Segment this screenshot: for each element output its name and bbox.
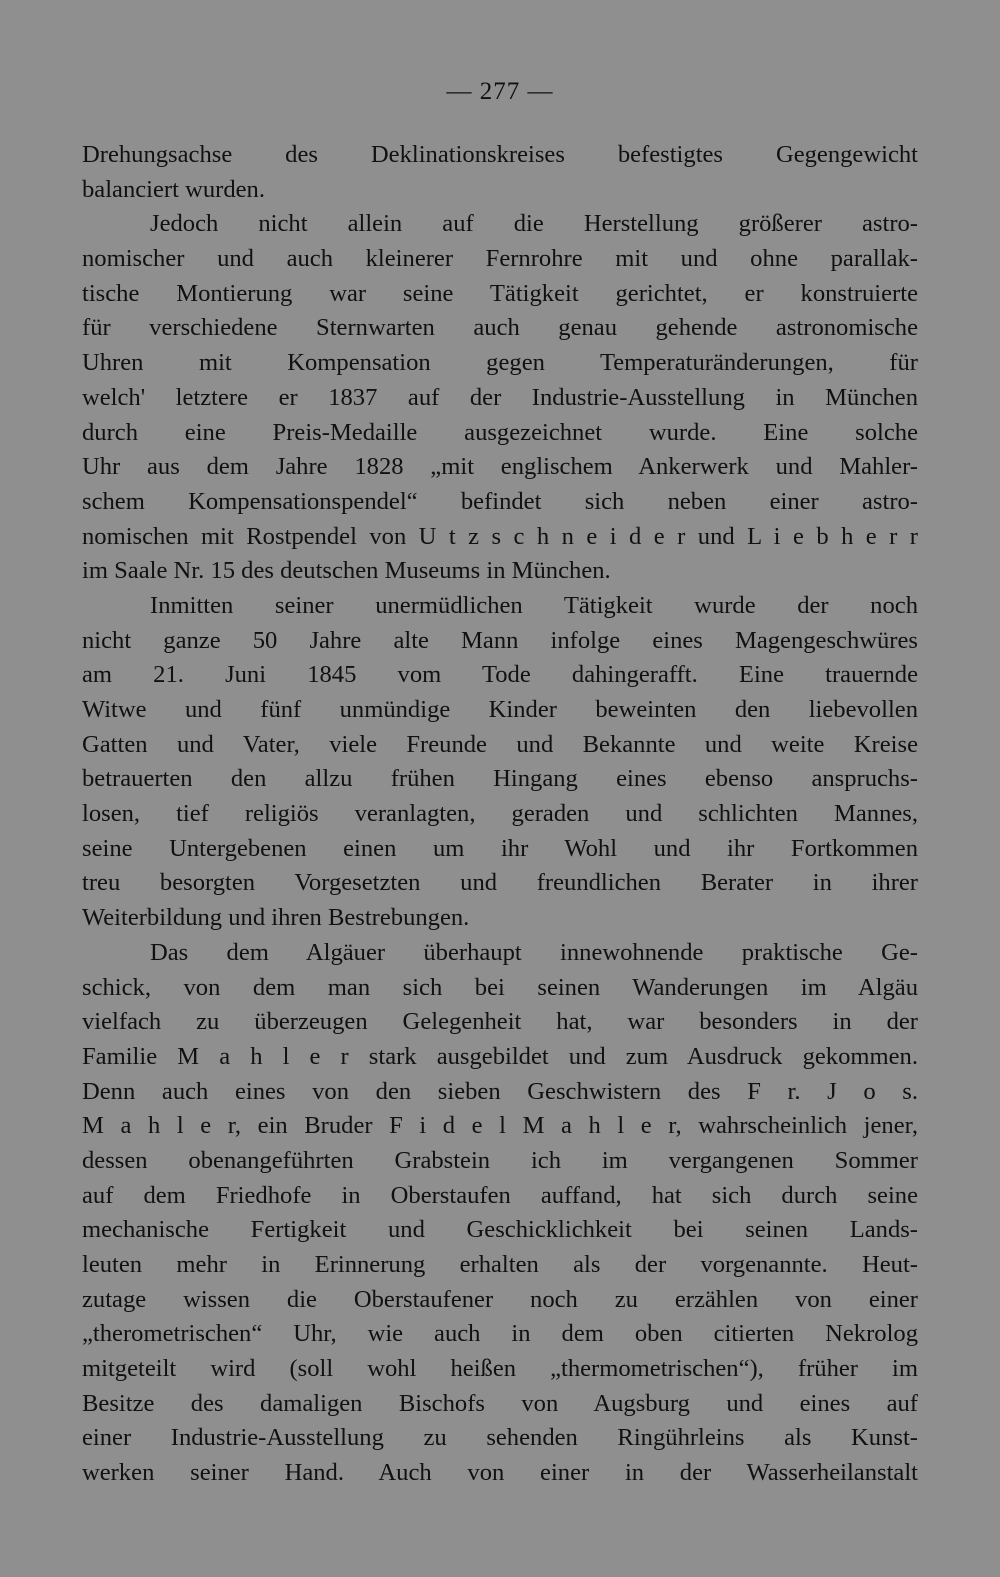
text-line: Jedoch nicht allein auf die Herstellung größerer astro- — [150, 210, 918, 238]
text-line: auf dem Friedhofe in Oberstaufen auffand, hat sich durch seine — [82, 1181, 918, 1209]
text-line: M a h l e r, ein Bruder F i d e l M a h l e r, wahrscheinlich jener, — [82, 1112, 918, 1140]
text-line: schem Kompensationspendel“ befindet sich neben einer astro- — [82, 487, 918, 515]
text-line: Das dem Algäuer überhaupt innewohnende praktische Ge- — [150, 938, 918, 966]
text-line: mechanische Fertigkeit und Geschicklichkeit bei seinen Lands- — [82, 1216, 918, 1244]
text-line: für verschiedene Sternwarten auch genau gehende astronomische — [82, 314, 918, 342]
text-line: betrauerten den allzu frühen Hingang eines ebenso anspruchs- — [82, 765, 918, 793]
text-line: Familie M a h l e r stark ausgebildet und zum Ausdruck gekommen. — [82, 1042, 918, 1070]
text-line: werken seiner Hand. Auch von einer in der Wasserheilanstalt — [82, 1459, 918, 1487]
text-line: vielfach zu überzeugen Gelegenheit hat, war besonders in der — [82, 1008, 918, 1036]
text-line: Inmitten seiner unermüdlichen Tätigkeit wurde der noch — [150, 591, 918, 619]
text-line: am 21. Juni 1845 vom Tode dahingerafft. Eine trauernde — [82, 661, 918, 689]
text-line: Besitze des damaligen Bischofs von Augsburg und eines auf — [82, 1389, 918, 1417]
text-line: mitgeteilt wird (soll wohl heißen „thermometrischen“), früher im — [82, 1355, 918, 1383]
text-line: seine Untergebenen einen um ihr Wohl und ihr Fortkommen — [82, 834, 918, 862]
text-line: nicht ganze 50 Jahre alte Mann infolge eines Magengeschwüres — [82, 626, 918, 654]
body-text — [82, 138, 918, 1491]
text-line: dessen obenangeführten Grabstein ich im vergangenen Sommer — [82, 1146, 918, 1174]
text-line: Uhren mit Kompensation gegen Temperaturänderungen, für — [82, 349, 918, 377]
text-line: nomischer und auch kleinerer Fernrohre mit und ohne parallak- — [82, 245, 918, 273]
text-line: Drehungsachse des Deklinationskreises befestigtes Gegengewicht — [82, 141, 918, 168]
text-line: balanciert wurden. — [82, 175, 266, 203]
text-line: Gatten und Vater, viele Freunde und Bekannte und weite Kreise — [82, 730, 918, 758]
text-line: welch' letztere er 1837 auf der Industrie-Ausstellung in München — [82, 383, 918, 411]
text-line: tische Montierung war seine Tätigkeit gerichtet, er konstruierte — [82, 279, 918, 307]
text-line: Witwe und fünf unmündige Kinder beweinten den liebevollen — [82, 696, 918, 723]
text-line: losen, tief religiös veranlagten, geraden und schlichten Mannes, — [82, 800, 918, 828]
text-line: schick, von dem man sich bei seinen Wanderungen im Algäu — [82, 973, 918, 1001]
text-line: zutage wissen die Oberstaufener noch zu erzählen von einer — [82, 1285, 918, 1313]
page-number: — 277 — — [446, 78, 554, 105]
text-line: Weiterbildung und ihren Bestrebungen. — [82, 904, 470, 932]
text-line: leuten mehr in Erinnerung erhalten als der vorgenannte. Heut- — [82, 1251, 918, 1278]
text-line: einer Industrie-Ausstellung zu sehenden Ringührleins als Kunst- — [82, 1424, 918, 1452]
text-line: nomischen mit Rostpendel von U t z s c h n e i d e r und L i e b h e r r — [82, 522, 918, 550]
text-line: Denn auch eines von den sieben Geschwistern des F r. J o s. — [82, 1077, 918, 1105]
text-line: durch eine Preis-Medaille ausgezeichnet wurde. Eine solche — [82, 418, 918, 446]
text-line: Uhr aus dem Jahre 1828 „mit englischem Ankerwerk und Mahler- — [82, 453, 918, 481]
text-line: im Saale Nr. 15 des deutschen Museums in München. — [82, 557, 611, 585]
text-line: „therometrischen“ Uhr, wie auch in dem oben citierten Nekrolog — [82, 1320, 918, 1348]
text-line: treu besorgten Vorgesetzten und freundlichen Berater in ihrer — [82, 869, 918, 897]
